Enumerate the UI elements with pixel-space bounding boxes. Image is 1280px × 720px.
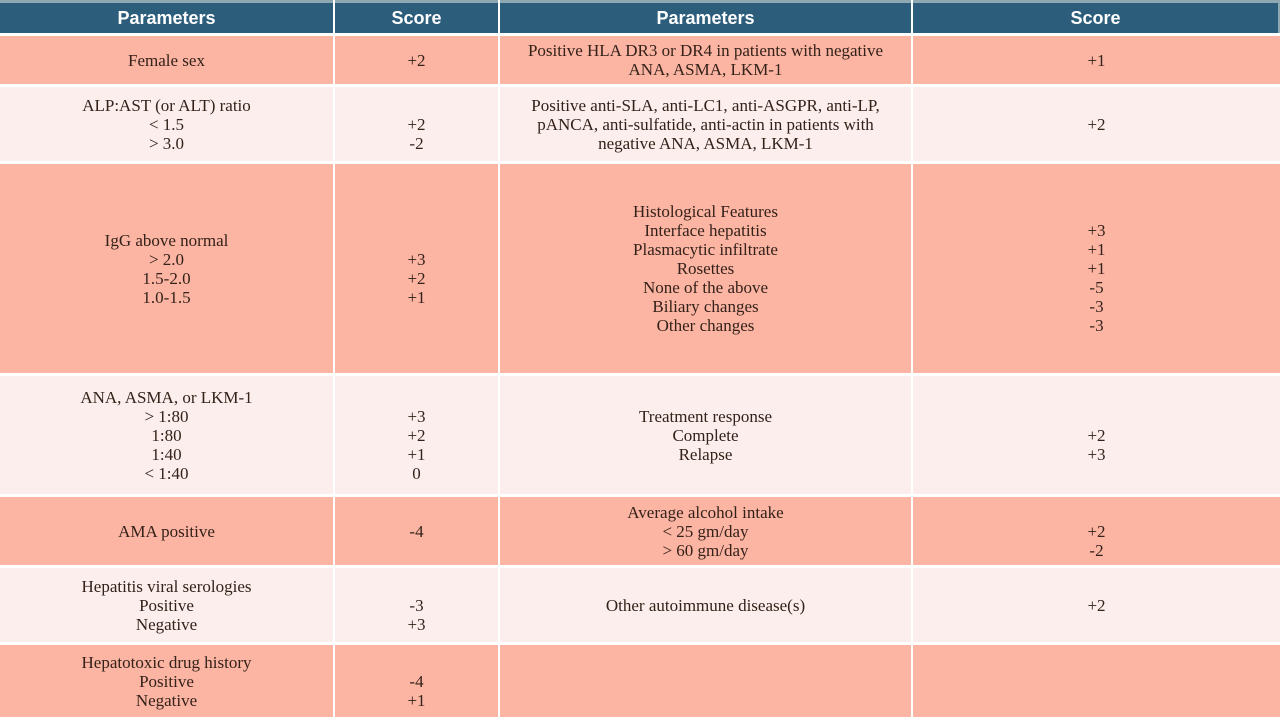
cell-line: +2: [1087, 521, 1106, 541]
cell-line: Positive HLA DR3 or DR4 in patients with negative: [527, 41, 884, 60]
cell-line: > 1:80: [144, 406, 189, 426]
cell-alcohol-intake: [500, 497, 911, 565]
cell-line: pANCA, anti-sulfatide, anti-actin in patients with: [537, 114, 874, 134]
cell-line: -2: [1089, 540, 1104, 560]
cell-line: -4: [409, 521, 424, 541]
cell-anti-sla-panel-score: [913, 87, 1280, 161]
cell-line: 1.5-2.0: [142, 268, 191, 288]
cell-line: ANA, ASMA, LKM-1: [628, 60, 783, 79]
cell-empty-param: [500, 645, 911, 717]
cell-line: -3: [1089, 297, 1104, 316]
cell-line: +3: [1087, 221, 1106, 240]
cell-line: < 1.5: [148, 114, 185, 134]
cell-anti-sla-panel: [500, 87, 911, 161]
cell-line: 0: [412, 463, 421, 483]
cell-histological-features: [500, 164, 911, 373]
cell-line: +2: [407, 425, 426, 445]
column-header-score-right: Score: [913, 0, 1280, 33]
cell-treatment-response-score: [913, 376, 1280, 494]
cell-line: Complete: [672, 425, 739, 445]
cell-igg-above-normal-score: [335, 164, 498, 373]
cell-line: Treatment response: [639, 406, 772, 426]
cell-line: Interface hepatitis: [644, 221, 767, 240]
cell-female-sex: [0, 36, 333, 84]
cell-line: +2: [407, 268, 426, 288]
cell-line: +1: [1087, 259, 1106, 278]
cell-ana-asma-lkm1-titer: [0, 376, 333, 494]
cell-line: 1:80: [151, 425, 182, 445]
cell-line: > 60 gm/day: [662, 540, 749, 560]
cell-line: +2: [1087, 425, 1106, 445]
cell-line: -4: [409, 671, 424, 691]
cell-line: +1: [407, 444, 426, 464]
cell-line: 1.0-1.5: [142, 287, 191, 307]
cell-line: +1: [1087, 240, 1106, 259]
cell-line: Other changes: [656, 316, 755, 335]
cell-line: < 1:40: [144, 463, 189, 483]
cell-empty-score: [913, 645, 1280, 717]
cell-line: Negative: [135, 614, 198, 634]
cell-igg-above-normal: [0, 164, 333, 373]
cell-line: None of the above: [642, 278, 769, 297]
cell-line: ANA, ASMA, or LKM-1: [80, 387, 253, 407]
cell-line: -2: [409, 133, 424, 153]
cell-line: +1: [1087, 50, 1106, 70]
cell-line: +3: [407, 406, 426, 426]
cell-line: > 2.0: [148, 249, 185, 269]
cell-line: +3: [1087, 444, 1106, 464]
cell-line: Rosettes: [676, 259, 735, 278]
cell-hepatitis-viral-serologies: [0, 568, 333, 642]
cell-line: Average alcohol intake: [627, 502, 784, 522]
cell-hepatotoxic-drug-history: [0, 645, 333, 717]
cell-line: > 3.0: [148, 133, 185, 153]
cell-line: +2: [1087, 114, 1106, 134]
column-header-score-left: Score: [335, 0, 498, 33]
column-header-parameters-right: Parameters: [500, 0, 911, 33]
cell-line: +3: [407, 249, 426, 269]
cell-line: -3: [1089, 316, 1104, 335]
cell-line: Other autoimmune disease(s): [605, 595, 806, 615]
cell-line: Positive anti-SLA, anti-LC1, anti-ASGPR, anti-LP,: [531, 95, 880, 115]
cell-line: -5: [1089, 278, 1104, 297]
column-header-parameters-left: Parameters: [0, 0, 333, 33]
cell-hla-dr3-dr4-score: [913, 36, 1280, 84]
cell-ama-positive: [0, 497, 333, 565]
cell-line: Positive: [139, 671, 194, 691]
cell-line: ALP:AST (or ALT) ratio: [82, 95, 251, 115]
cell-line: Positive: [139, 595, 194, 615]
cell-line: negative ANA, ASMA, LKM-1: [598, 133, 813, 153]
cell-other-autoimmune-disease-score: [913, 568, 1280, 642]
cell-line: AMA positive: [118, 521, 215, 541]
cell-line: Histological Features: [633, 202, 778, 221]
cell-ana-asma-lkm1-titer-score: [335, 376, 498, 494]
cell-line: Negative: [135, 690, 198, 710]
cell-line: +2: [1087, 595, 1106, 615]
cell-line: Hepatitis viral serologies: [81, 576, 252, 596]
cell-line: -3: [409, 595, 424, 615]
cell-hepatotoxic-drug-history-score: [335, 645, 498, 717]
cell-treatment-response: [500, 376, 911, 494]
cell-line: +1: [407, 690, 426, 710]
cell-histological-features-score: [913, 164, 1280, 373]
cell-line: 1:40: [151, 444, 182, 464]
cell-line: +1: [407, 287, 426, 307]
cell-alcohol-intake-score: [913, 497, 1280, 565]
cell-other-autoimmune-disease: [500, 568, 911, 642]
cell-line: Female sex: [128, 50, 205, 70]
cell-line: Plasmacytic infiltrate: [633, 240, 778, 259]
cell-line: +2: [407, 50, 426, 70]
cell-line: +2: [407, 114, 426, 134]
cell-alp-ast-ratio: [0, 87, 333, 161]
cell-female-sex-score: [335, 36, 498, 84]
cell-line: +3: [407, 614, 426, 634]
cell-alp-ast-ratio-score: [335, 87, 498, 161]
cell-line: IgG above normal: [104, 230, 229, 250]
cell-hepatitis-viral-serologies-score: [335, 568, 498, 642]
cell-hla-dr3-dr4: [500, 36, 911, 84]
cell-line: < 25 gm/day: [662, 521, 749, 541]
cell-line: Biliary changes: [652, 297, 759, 316]
cell-line: Hepatotoxic drug history: [81, 652, 252, 672]
cell-ama-positive-score: [335, 497, 498, 565]
cell-line: Relapse: [678, 444, 733, 464]
